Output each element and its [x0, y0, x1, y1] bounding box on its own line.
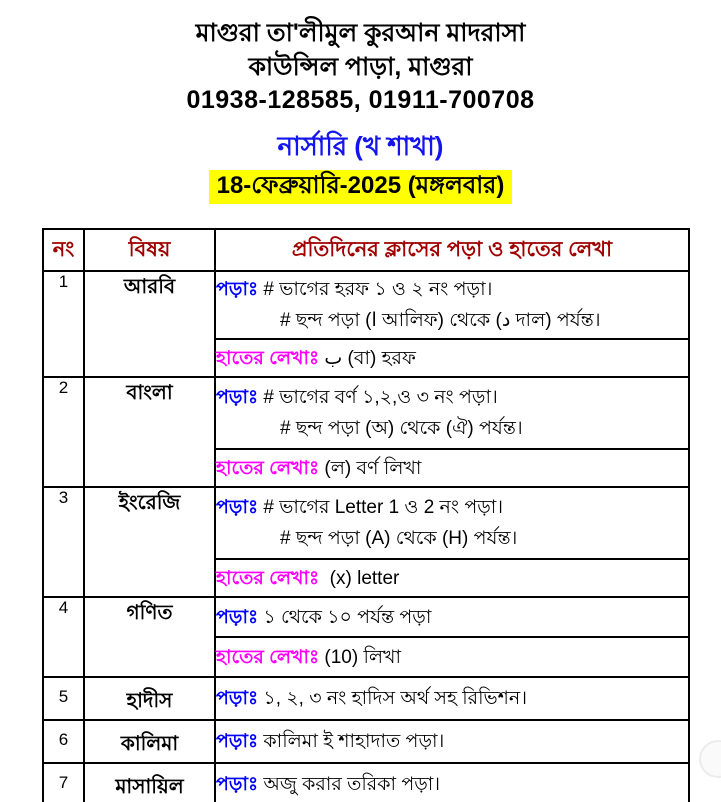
table-row — [43, 720, 689, 763]
edge-artifact-circle — [699, 740, 721, 778]
reading-label: পড়াঃ — [216, 387, 259, 408]
reading-label: পড়াঃ — [216, 279, 259, 300]
handwriting-cell — [215, 559, 689, 597]
handwriting-cell — [215, 637, 689, 677]
reading-line: # ছন্দ পড়া (অ) থেকে (ঐ) পর্যন্ত। — [280, 418, 523, 439]
handwriting-text: (ল) বর্ণ লিখা — [324, 457, 422, 479]
class-title: নার্সারি (খ শাখা) — [277, 131, 444, 161]
reading-line — [216, 382, 688, 413]
row-number: 3 — [43, 487, 84, 597]
handwriting-label: হাতের লেখাঃ — [216, 457, 320, 479]
date-banner-wrap — [0, 170, 721, 204]
table-row — [43, 487, 689, 559]
handwriting-label: হাতের লেখাঃ — [216, 567, 320, 589]
reading-cell — [215, 763, 689, 802]
reading-line — [216, 492, 688, 523]
header-no: নং — [43, 229, 84, 271]
handwriting-label: হাতের লেখাঃ — [216, 347, 320, 369]
reading-cell — [215, 377, 689, 449]
phone-numbers: 01938-128585, 01911-700708 — [186, 86, 535, 114]
handwriting-text: (x) letter — [329, 567, 400, 589]
row-number: 6 — [43, 720, 84, 763]
reading-text: ১ থেকে ১০ পর্যন্ত পড়া — [263, 606, 432, 628]
row-subject: আরবি — [84, 271, 215, 377]
table-row — [43, 597, 689, 637]
handwriting-text: (10) লিখা — [324, 646, 402, 668]
row-subject: কালিমা — [84, 720, 215, 763]
reading-label: পড়াঃ — [216, 774, 259, 795]
handwriting-cell — [215, 339, 689, 377]
row-subject: গণিত — [84, 597, 215, 677]
reading-cell — [215, 720, 689, 763]
reading-cell — [215, 677, 689, 720]
row-subject: হাদীস — [84, 677, 215, 720]
reading-label: পড়াঃ — [216, 688, 259, 709]
reading-text: ১, ২, ৩ নং হাদিস অর্থ সহ রিভিশন। — [263, 688, 528, 709]
reading-text: # ভাগের বর্ণ ১,২,ও ৩ নং পড়া। — [263, 387, 498, 408]
row-subject: মাসায়িল — [84, 763, 215, 802]
handwriting-label: হাতের লেখাঃ — [216, 646, 320, 668]
reading-cell — [215, 487, 689, 559]
reading-line: # ছন্দ পড়া (A) থেকে (H) পর্যন্ত। — [280, 528, 518, 549]
document-header — [0, 0, 721, 204]
row-subject: ইংরেজি — [84, 487, 215, 597]
school-name: মাগুরা তা'লীমুল কুরআন মাদরাসা — [195, 19, 526, 47]
table-row — [43, 677, 689, 720]
row-number: 1 — [43, 271, 84, 377]
handwriting-cell — [215, 449, 689, 487]
lesson-table — [42, 228, 690, 802]
reading-line — [216, 274, 688, 305]
reading-line: # ছন্দ পড়া (ا আলিফ) থেকে (د দাল) পর্যন্ত। — [280, 310, 601, 331]
reading-text: # ভাগের হরফ ১ ও ২ নং পড়া। — [263, 279, 493, 300]
header-content: প্রতিদিনের ক্লাসের পড়া ও হাতের লেখা — [215, 229, 689, 271]
reading-text: # ভাগের Letter 1 ও 2 নং পড়া। — [263, 497, 504, 518]
row-number: 5 — [43, 677, 84, 720]
header-subject: বিষয় — [84, 229, 215, 271]
reading-label: পড়াঃ — [216, 731, 259, 752]
table-row — [43, 271, 689, 339]
row-number: 7 — [43, 763, 84, 802]
reading-label: পড়াঃ — [216, 606, 259, 628]
date-banner: 18-ফেব্রুয়ারি-2025 (মঙ্গলবার) — [209, 170, 513, 204]
reading-cell — [215, 597, 689, 637]
reading-label: পড়াঃ — [216, 497, 259, 518]
handwriting-text: ب (বা) হরফ — [324, 347, 416, 369]
table-header-row — [43, 229, 689, 271]
row-number: 2 — [43, 377, 84, 487]
reading-text: অজু করার তরিকা পড়া। — [263, 774, 441, 795]
school-address: কাউন্সিল পাড়া, মাগুরা — [248, 53, 473, 81]
table-row — [43, 377, 689, 449]
row-number: 4 — [43, 597, 84, 677]
reading-cell — [215, 271, 689, 339]
row-subject: বাংলা — [84, 377, 215, 487]
reading-text: কালিমা ই শাহাদাত পড়া। — [263, 731, 445, 752]
table-row — [43, 763, 689, 802]
